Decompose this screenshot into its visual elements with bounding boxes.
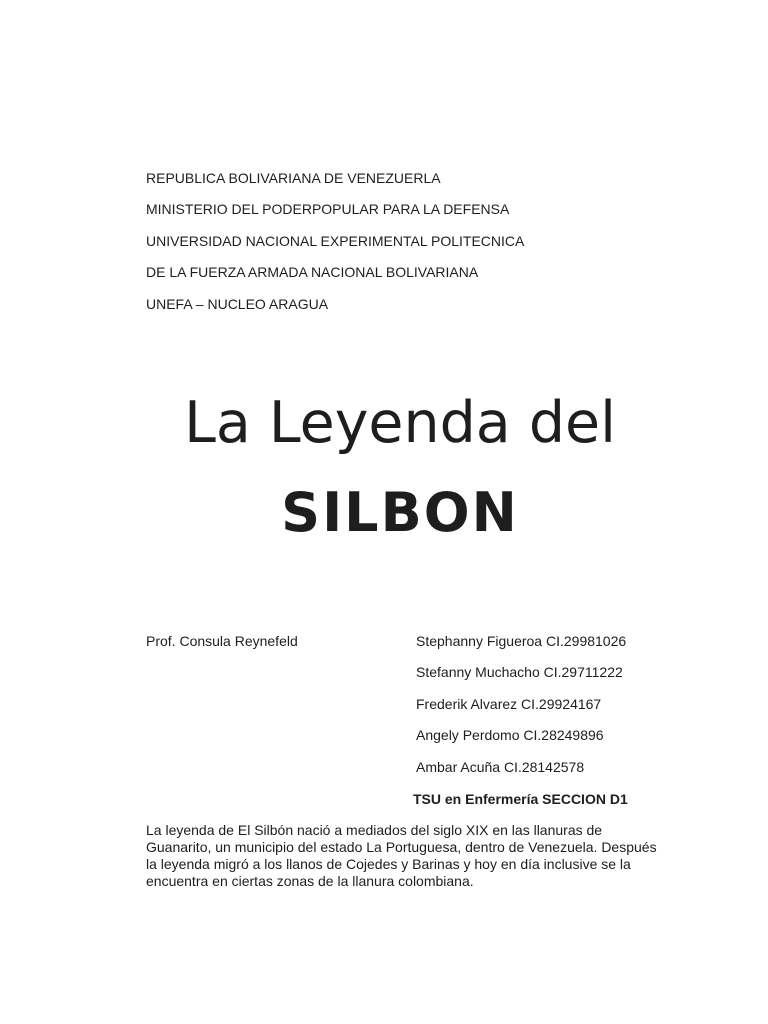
course-section: TSU en Enfermería SECCION D1 [413,791,628,807]
student-name: Angely Perdomo CI.28249896 [416,727,604,743]
title-line-main: La Leyenda del [184,390,616,456]
header-line-university: UNIVERSIDAD NACIONAL EXPERIMENTAL POLITECNICA [146,233,525,249]
student-name: Stephanny Figueroa CI.29981026 [416,633,627,649]
header-line-armed-forces: DE LA FUERZA ARMADA NACIONAL BOLIVARIANA [146,264,479,280]
student-name: Stefanny Muchacho CI.29711222 [416,664,623,680]
header-line-campus: UNEFA – NUCLEO ARAGUA [146,296,329,312]
header-line-republic: REPUBLICA BOLIVARIANA DE VENEZUERLA [146,170,441,186]
student-name: Frederik Alvarez CI.29924167 [416,696,602,712]
header-line-ministry: MINISTERIO DEL PODERPOPULAR PARA LA DEFENSA [146,201,510,217]
intro-paragraph: La leyenda de El Silbón nació a mediados del siglo XIX en las llanuras de Guanarito, un municipio del estado La Portuguesa, dentro de Venezuela. Después la leyenda migró a los llanos de Cojedes y Barinas y hoy en día inclusive se la encuentra en ciertas zonas de la llanura colombiana. [146,822,657,889]
student-name: Ambar Acuña CI.28142578 [416,759,585,775]
professor-name: Prof. Consula Reynefeld [146,633,298,649]
title-line-subject: SILBON [281,481,519,544]
